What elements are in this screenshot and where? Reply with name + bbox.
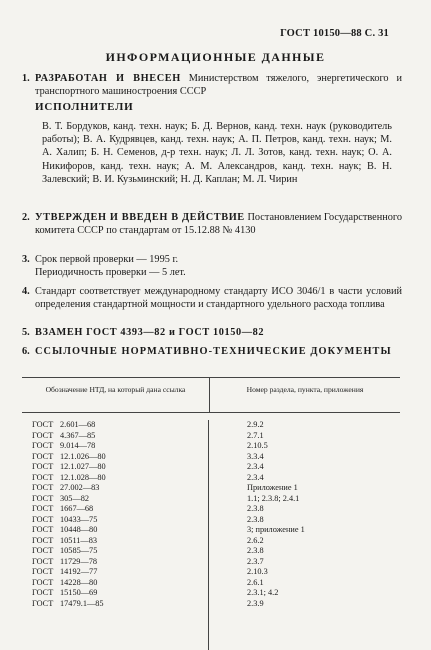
col-header-document: Обозначение НТД, на который дана ссылка <box>22 378 210 412</box>
section-3-line-1: Срок первой проверки — 1995 г. <box>35 254 179 265</box>
gost-label: ГОСТ <box>32 567 54 576</box>
document-number: 14228—80 <box>60 577 98 587</box>
table-header <box>22 378 400 413</box>
table-row-reference: 3; приложение 1 <box>247 525 305 534</box>
gost-label: ГОСТ <box>32 525 54 534</box>
table-row-document <box>32 473 208 484</box>
document-number: 4.367—85 <box>60 430 96 440</box>
table-row-document <box>32 557 208 568</box>
document-number: 10433—75 <box>60 514 98 524</box>
table-row-document <box>32 420 208 431</box>
section-4-number: 4. <box>22 286 30 297</box>
document-number: 10585—75 <box>60 546 98 555</box>
table-row-reference: 1.1; 2.3.8; 2.4.1 <box>247 493 300 503</box>
table-row-document <box>32 483 208 494</box>
document-number: 2.601—68 <box>60 420 96 429</box>
section-6-number: 6. <box>22 346 30 357</box>
table-row-reference: 2.10.3 <box>247 567 268 576</box>
gost-label: ГОСТ <box>32 504 54 513</box>
document-number: 12.1.028—80 <box>60 472 106 482</box>
table-row-document <box>32 525 208 536</box>
table-row-reference: 2.10.5 <box>247 441 268 450</box>
table-row-document <box>32 494 208 505</box>
gost-label: ГОСТ <box>32 462 54 471</box>
table-row-reference: 2.6.2 <box>247 535 264 545</box>
table-row-document <box>32 515 208 526</box>
page-title: ИНФОРМАЦИОННЫЕ ДАННЫЕ <box>105 50 326 64</box>
gost-label: ГОСТ <box>32 514 54 524</box>
gost-label: ГОСТ <box>32 577 54 587</box>
table-row-document <box>32 441 208 452</box>
table-body <box>22 413 400 650</box>
gost-label: ГОСТ <box>32 430 54 440</box>
table-row-document <box>32 431 208 442</box>
gost-label: ГОСТ <box>32 441 54 450</box>
table-row-reference: 2.3.1; 4.2 <box>247 588 279 597</box>
section-1 <box>22 72 402 98</box>
table-row-document <box>32 504 208 515</box>
section-2-heading: УТВЕРЖДЕН И ВВЕДЕН В ДЕЙСТВИЕ <box>35 212 245 223</box>
table-row-reference: 2.3.4 <box>247 462 264 471</box>
table-row-reference: 2.3.7 <box>247 556 264 566</box>
section-2-text: Постановлением Государственного комитета СССР по стандартам от 15.12.88 № 4130 <box>35 212 402 237</box>
table-row-reference: 2.9.2 <box>247 420 264 429</box>
table-row-document <box>32 546 208 557</box>
table-row-document <box>32 578 208 589</box>
table-row-reference: Приложение 1 <box>247 483 298 492</box>
table-row-reference: 3.3.4 <box>247 451 264 461</box>
col-header-section: Номер раздела, пункта, приложения <box>246 385 364 394</box>
section-6 <box>22 345 402 358</box>
gost-label: ГОСТ <box>32 472 54 482</box>
document-number: 12.1.026—80 <box>60 451 106 461</box>
section-4 <box>22 285 402 311</box>
section-3-number: 3. <box>22 254 30 265</box>
document-number: 11729—78 <box>60 556 98 566</box>
document-number: 15150—69 <box>60 588 98 597</box>
gost-label: ГОСТ <box>32 598 54 608</box>
section-5 <box>22 326 402 339</box>
document-number: 10511—83 <box>60 535 98 545</box>
table-row-document <box>32 536 208 547</box>
table-row-reference: 2.3.8 <box>247 546 264 555</box>
section-2-number: 2. <box>22 212 30 223</box>
gost-label: ГОСТ <box>32 483 54 492</box>
gost-label: ГОСТ <box>32 451 54 461</box>
document-number: 305—82 <box>60 493 90 503</box>
section-column <box>209 420 400 650</box>
gost-label: ГОСТ <box>32 546 54 555</box>
table-row-reference: 2.7.1 <box>247 430 264 440</box>
table-row-reference: 2.6.1 <box>247 577 264 587</box>
section-1-heading: РАЗРАБОТАН И ВНЕСЕН <box>35 73 181 84</box>
table-row-document <box>32 567 208 578</box>
section-3 <box>22 253 402 279</box>
section-2 <box>22 211 402 237</box>
executors-heading: ИСПОЛНИТЕЛИ <box>35 101 134 113</box>
table-row-reference: 2.3.4 <box>247 472 264 482</box>
table-row-document <box>32 588 208 599</box>
table-row-document <box>32 462 208 473</box>
document-column <box>22 420 209 650</box>
section-1-text: Министерством тяжелого, энергетического и транспортного машиностроения СССР <box>35 73 402 98</box>
document-number: 9.014—78 <box>60 441 96 450</box>
section-5-heading: ВЗАМЕН ГОСТ 4393—82 и ГОСТ 10150—82 <box>35 327 265 338</box>
document-number: 12.1.027—80 <box>60 462 106 471</box>
gost-label: ГОСТ <box>32 535 54 545</box>
gost-label: ГОСТ <box>32 493 54 503</box>
table-row-document <box>32 452 208 463</box>
references-table <box>22 377 400 650</box>
document-number: 10448—80 <box>60 525 98 534</box>
table-row-reference: 2.3.8 <box>247 514 264 524</box>
document-number: 1667—68 <box>60 504 94 513</box>
section-3-line-2: Периодичность проверки — 5 лет. <box>35 267 186 279</box>
gost-label: ГОСТ <box>32 556 54 566</box>
document-number: 14192—77 <box>60 567 98 576</box>
gost-label: ГОСТ <box>32 420 54 429</box>
section-6-heading: ССЫЛОЧНЫЕ НОРМАТИВНО-ТЕХНИЧЕСКИЕ ДОКУМЕНТЫ <box>35 346 392 357</box>
table-row-reference: 2.3.8 <box>247 504 264 513</box>
executors-list: В. Т. Бордуков, канд. техн. наук; Б. Д. Вернов, канд. техн. наук (руководитель работы); В. А. Кудрявцев, канд. техн. наук; А. П. Петров, канд. техн. наук; М. А. Халип; Б. Н. Семенов, д-р техн. наук; Л. Л. Зотов, канд. техн. наук; О. А. Никифоров, канд. техн. наук; А. М. Александров, канд. техн. наук; В. Н. Залевский; В. И. Кузьминский; Н. Д. Каплан; М. Л. Чирин <box>42 121 392 185</box>
table-row-reference: 2.3.9 <box>247 598 264 608</box>
gost-label: ГОСТ <box>32 588 54 597</box>
page-header: ГОСТ 10150—88 С. 31 <box>280 28 389 39</box>
document-number: 27.002—83 <box>60 483 100 492</box>
section-1-number: 1. <box>22 73 30 84</box>
document-number: 17479.1—85 <box>60 598 104 608</box>
section-5-number: 5. <box>22 327 30 338</box>
section-4-text: Стандарт соответствует международному стандарту ИСО 3046/1 в части условий определения стандартной мощности и стандартного удельного расхода топлива <box>35 286 402 311</box>
table-row-document <box>32 599 208 610</box>
